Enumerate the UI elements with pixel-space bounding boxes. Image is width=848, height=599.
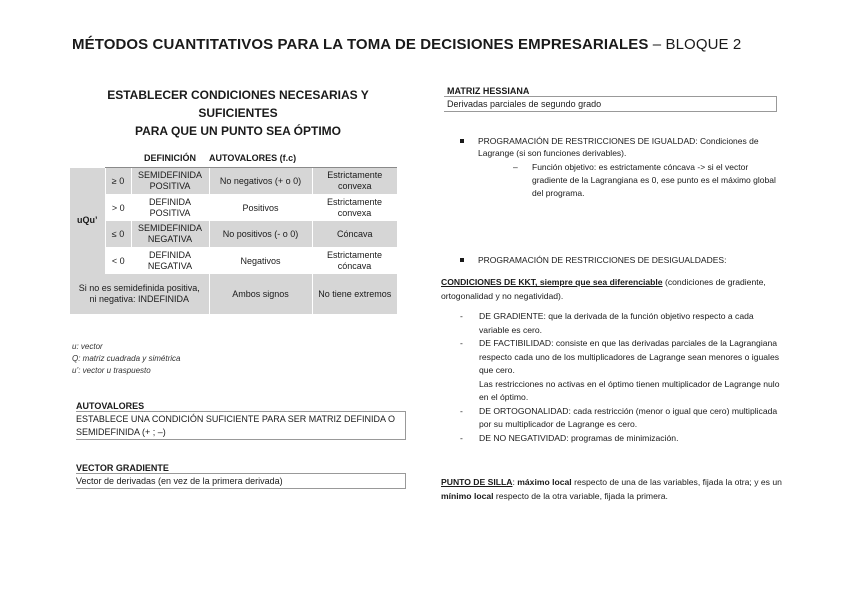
definiteness-table: [70, 150, 397, 314]
kkt-list: [460, 310, 780, 445]
header-autovalores: AUTOVALORES (f.c): [209, 150, 312, 168]
igualdad-subtext: Función objetivo: es estrictamente cóncava -> si el vector gradiente de la Lagrangiana es 0, ese punto es el máximo global del programa.: [532, 162, 776, 198]
kkt-rest: (condiciones de gradiente, ortogonalidad y no negatividad).: [441, 277, 766, 301]
dash-bullet: –: [513, 162, 518, 172]
table-row: [70, 274, 397, 314]
row-label-uqu: uQu’: [70, 168, 105, 275]
hessiana-text: Derivadas parciales de segundo grado: [444, 96, 777, 112]
igualdad-text: PROGRAMACIÓN DE RESTRICCIONES DE IGUALDAD: Condiciones de Lagrange (si son funciones derivables).: [478, 136, 759, 158]
heading-line-2: PARA QUE UN PUNTO SEA ÓPTIMO: [134, 124, 341, 138]
hessiana-title: MATRIZ HESSIANA: [447, 86, 530, 96]
kkt-gradiente: DE GRADIENTE: que la derivada de la función objetivo respecto a cada variable es cero.: [479, 311, 754, 335]
kkt-heading: CONDICIONES DE KKT, siempre que sea diferenciable: [441, 277, 663, 287]
header-definicion: DEFINICIÓN: [131, 150, 209, 168]
document-title: [72, 36, 741, 53]
note-item: Q: matriz cuadrada y simétrica: [72, 354, 181, 363]
autovalores-cell: Negativos: [209, 248, 312, 275]
kkt-ortogonalidad: DE ORTOGONALIDAD: cada restricción (menor o igual que cero) multiplicada por su multiplicador de Lagrange es cero.: [479, 405, 778, 429]
definicion-cell: SEMIDEFINIDA NEGATIVA: [131, 221, 209, 248]
definicion-cell: DEFINIDA POSITIVA: [131, 195, 209, 222]
note-item: u’: vector u traspuesto: [72, 366, 151, 375]
list-item: - DE FACTIBILIDAD: consiste en que las derivadas parciales de la Lagrangiana respecto cada uno de los multiplicadores de Lagrange sean menores o iguales que cero. Las restricciones no activas en el óptimo tienen multiplicador de Lagrange nulo en el óptimo.: [460, 338, 780, 402]
autovalores-cell: Positivos: [209, 195, 312, 222]
square-bullet-icon: [460, 139, 464, 143]
tipo-cell: Cóncava: [312, 221, 397, 248]
sign-cell: < 0: [105, 248, 131, 275]
kkt-extra: Las restricciones no activas en el óptimo tienen multiplicador de Lagrange nulo en el óptimo.: [479, 378, 780, 402]
table-row: [70, 221, 397, 248]
punto-de-silla-paragraph: PUNTO DE SILLA: máximo local respecto de una de las variables, fijada la otra; y es un mínimo local respecto de la otra variable, fijada la primera.: [441, 477, 782, 501]
silla-bold-2: mínimo local: [441, 491, 494, 501]
square-bullet-icon: [460, 258, 464, 262]
tipo-cell: Estrictamente convexa: [312, 195, 397, 222]
silla-label: PUNTO DE SILLA: [441, 477, 513, 487]
autovalores-title: AUTOVALORES: [76, 401, 145, 411]
definicion-cell: DEFINIDA NEGATIVA: [131, 248, 209, 275]
list-item: [460, 254, 780, 266]
table-header-row: [70, 150, 397, 168]
vector-gradiente-text: Vector de derivadas (en vez de la primera derivada): [76, 473, 406, 489]
list-item: - DE ORTOGONALIDAD: cada restricción (menor o igual que cero) multiplicada por su multiplicador de Lagrange es cero.: [460, 405, 778, 429]
autovalores-cell: No negativos (+ o 0): [209, 168, 312, 195]
kkt-paragraph: [441, 275, 786, 303]
sign-cell: ≤ 0: [105, 221, 131, 248]
table-row: [70, 248, 397, 275]
section-heading: [68, 86, 408, 140]
note-item: u: vector: [72, 342, 103, 351]
list-item: - DE GRADIENTE: que la derivada de la función objetivo respecto a cada variable es cero.: [460, 311, 754, 335]
heading-line-1: ESTABLECER CONDICIONES NECESARIAS Y SUFICIENTES: [107, 88, 369, 120]
desigualdad-section: [460, 254, 780, 266]
autovalores-text: ESTABLECE UNA CONDICIÓN SUFICIENTE PARA SER MATRIZ DEFINIDA O SEMIDEFINIDA (+ ; –): [76, 411, 406, 440]
autovalores-cell: No positivos (- o 0): [209, 221, 312, 248]
table-row: [70, 168, 397, 195]
list-item: [460, 135, 780, 159]
kkt-factibilidad: DE FACTIBILIDAD: consiste en que las derivadas parciales de la Lagrangiana respecto cada uno de los multiplicadores de Lagrange sean menores o iguales que cero.: [479, 338, 780, 375]
sign-cell: ≥ 0: [105, 168, 131, 195]
autovalores-cell: Ambos signos: [209, 274, 312, 314]
igualdad-subitem: [460, 161, 780, 200]
list-item: - DE NO NEGATIVIDAD: programas de minimización.: [460, 432, 679, 443]
vector-gradiente-title: VECTOR GRADIENTE: [76, 463, 169, 473]
silla-bold-1: máximo local: [517, 477, 572, 487]
title-separator: –: [648, 36, 666, 53]
indefinida-cell: Si no es semidefinida positiva, ni negativa: INDEFINIDA: [70, 274, 209, 314]
matriz-hessiana-box: [444, 86, 777, 112]
table-notes: [72, 341, 180, 377]
autovalores-box: [76, 401, 406, 440]
table-row: [70, 195, 397, 222]
definicion-cell: SEMIDEFINIDA POSITIVA: [131, 168, 209, 195]
tipo-cell: Estrictamente cóncava: [312, 248, 397, 275]
sign-cell: > 0: [105, 195, 131, 222]
tipo-cell: Estrictamente convexa: [312, 168, 397, 195]
title-main: MÉTODOS CUANTITATIVOS PARA LA TOMA DE DECISIONES EMPRESARIALES: [72, 36, 649, 53]
igualdad-section: [460, 135, 780, 200]
title-block: BLOQUE 2: [665, 36, 742, 53]
desigualdad-text: PROGRAMACIÓN DE RESTRICCIONES DE DESIGUALDADES:: [478, 255, 727, 265]
tipo-cell: No tiene extremos: [312, 274, 397, 314]
kkt-no-negatividad: DE NO NEGATIVIDAD: programas de minimización.: [479, 432, 679, 443]
vector-gradiente-box: [76, 463, 406, 489]
